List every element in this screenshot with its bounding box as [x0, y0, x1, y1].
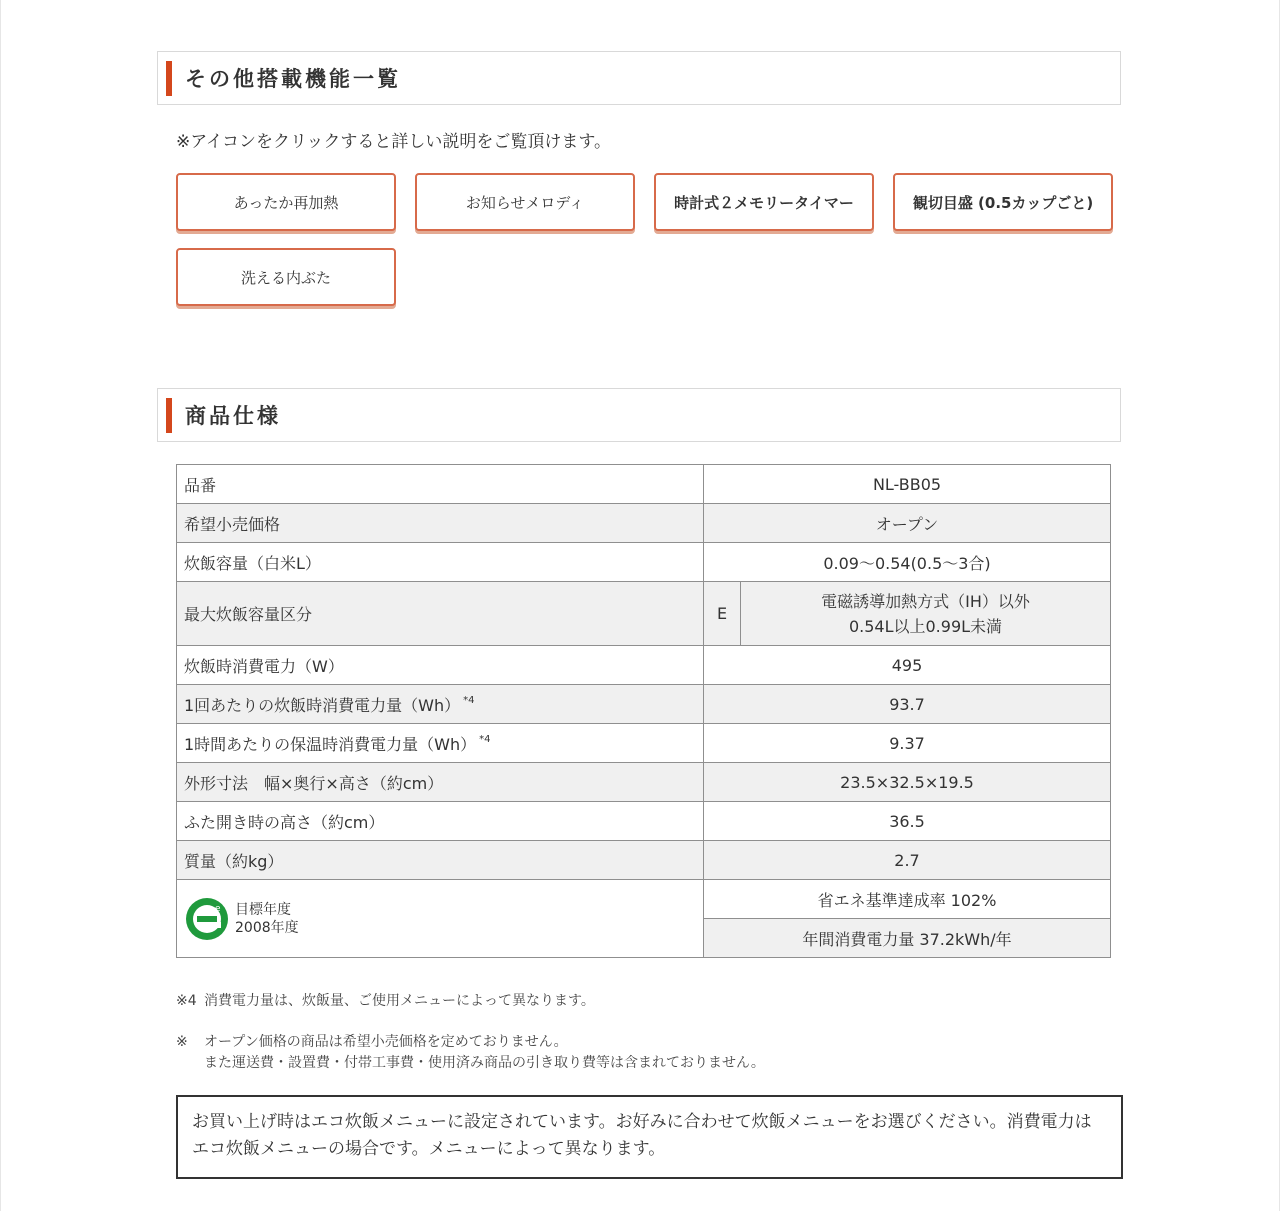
- section-accent-bar: [166, 398, 172, 433]
- spec-label-model: 品番: [177, 465, 704, 504]
- table-row: [177, 724, 1111, 763]
- spec-table: [176, 464, 1111, 958]
- footnote-open-mark: ※: [176, 1034, 188, 1050]
- spec-label-cook-energy-text: 1回あたりの炊飯時消費電力量（Wh）: [184, 695, 461, 715]
- feature-button-scale[interactable]: 観切目盛 (0.5カップごと): [893, 173, 1113, 231]
- spec-value-capacity: 0.09〜0.54(0.5〜3合): [704, 543, 1111, 582]
- spec-label-capacity: 炊飯容量（白米L）: [177, 543, 704, 582]
- footnote-4-text: 消費電力量は、炊飯量、ご使用メニューによって異なります。: [204, 993, 595, 1009]
- table-row: [177, 543, 1111, 582]
- footnote-open-price: [176, 1032, 765, 1074]
- spec-value-class-desc: [741, 582, 1111, 646]
- feature-button-memory-timer[interactable]: 時計式２メモリータイマー: [654, 173, 874, 231]
- energy-saving-e-icon: [185, 897, 229, 941]
- spec-label-keepwarm-energy: [177, 724, 704, 763]
- spec-label-keepwarm-energy-text: 1時間あたりの保温時消費電力量（Wh）: [184, 734, 477, 754]
- icon-click-note: ※アイコンをクリックすると詳しい説明をご覧頂けます。: [176, 132, 611, 152]
- spec-value-model: NL-BB05: [704, 465, 1111, 504]
- spec-label-dimensions: 外形寸法 幅×奥行×高さ（約cm）: [177, 763, 704, 802]
- spec-value-power: 495: [704, 646, 1111, 685]
- spec-label-power: 炊飯時消費電力（W）: [177, 646, 704, 685]
- spec-value-cook-energy: 93.7: [704, 685, 1111, 724]
- page-edge-left: [0, 0, 1, 1211]
- feature-button-melody[interactable]: お知らせメロディ: [415, 173, 635, 231]
- footnote-open-line2: また運送費・設置費・付帯工事費・使用済み商品の引き取り費等は含まれておりません。: [204, 1055, 765, 1071]
- eco-achievement: 省エネ基準達成率 102%: [704, 880, 1111, 919]
- section-accent-bar: [166, 61, 172, 96]
- footnote-4-mark: ※4: [176, 993, 197, 1009]
- feature-button-washable-lid[interactable]: 洗える内ぶた: [176, 248, 396, 306]
- spec-value-open-height: 36.5: [704, 802, 1111, 841]
- footnote-ref: *4: [479, 733, 491, 745]
- spec-label-price: 希望小売価格: [177, 504, 704, 543]
- table-row: [177, 582, 1111, 646]
- spec-value-dimensions: 23.5×32.5×19.5: [704, 763, 1111, 802]
- table-row: [177, 763, 1111, 802]
- eco-menu-notice: お買い上げ時はエコ炊飯メニューに設定されています。お好みに合わせて炊飯メニューをお選びください。消費電力はエコ炊飯メニューの場合です。メニューによって異なります。: [176, 1095, 1123, 1179]
- spec-label-open-height: ふた開き時の高さ（約cm）: [177, 802, 704, 841]
- footnote-ref: *4: [463, 694, 475, 706]
- table-row: [177, 685, 1111, 724]
- eco-mark-cell: [177, 880, 704, 958]
- eco-mark: [177, 897, 703, 941]
- specs-section-header: [157, 388, 1121, 442]
- table-row: [177, 802, 1111, 841]
- spec-value-weight: 2.7: [704, 841, 1111, 880]
- spec-label-cook-energy: [177, 685, 704, 724]
- eco-target-year: 2008年度: [235, 919, 299, 936]
- spec-value-class-line2: 0.54L以上0.99L未満: [848, 616, 1003, 636]
- eco-target: [235, 901, 299, 937]
- spec-value-keepwarm-energy: 9.37: [704, 724, 1111, 763]
- spec-value-class-line1: 電磁誘導加熱方式（IH）以外: [821, 591, 1030, 611]
- table-row: [177, 841, 1111, 880]
- eco-logo-letter: e: [215, 903, 221, 914]
- features-section-header: [157, 51, 1121, 105]
- spec-label-capacity-class: 最大炊飯容量区分: [177, 582, 704, 646]
- features-section-title: その他搭載機能一覧: [185, 67, 401, 91]
- table-row: [177, 465, 1111, 504]
- specs-section-title: 商品仕様: [185, 404, 281, 428]
- eco-annual-power: 年間消費電力量 37.2kWh/年: [704, 919, 1111, 958]
- spec-value-price: オープン: [704, 504, 1111, 543]
- footnote-4: [176, 991, 595, 1012]
- feature-button-reheat[interactable]: あったか再加熱: [176, 173, 396, 231]
- table-row: [177, 880, 1111, 919]
- eco-target-label: 目標年度: [235, 901, 291, 918]
- footnote-open-line1: オープン価格の商品は希望小売価格を定めておりません。: [204, 1034, 568, 1050]
- table-row: [177, 504, 1111, 543]
- table-row: [177, 646, 1111, 685]
- spec-label-weight: 質量（約kg）: [177, 841, 704, 880]
- spec-value-class-code: E: [704, 582, 741, 646]
